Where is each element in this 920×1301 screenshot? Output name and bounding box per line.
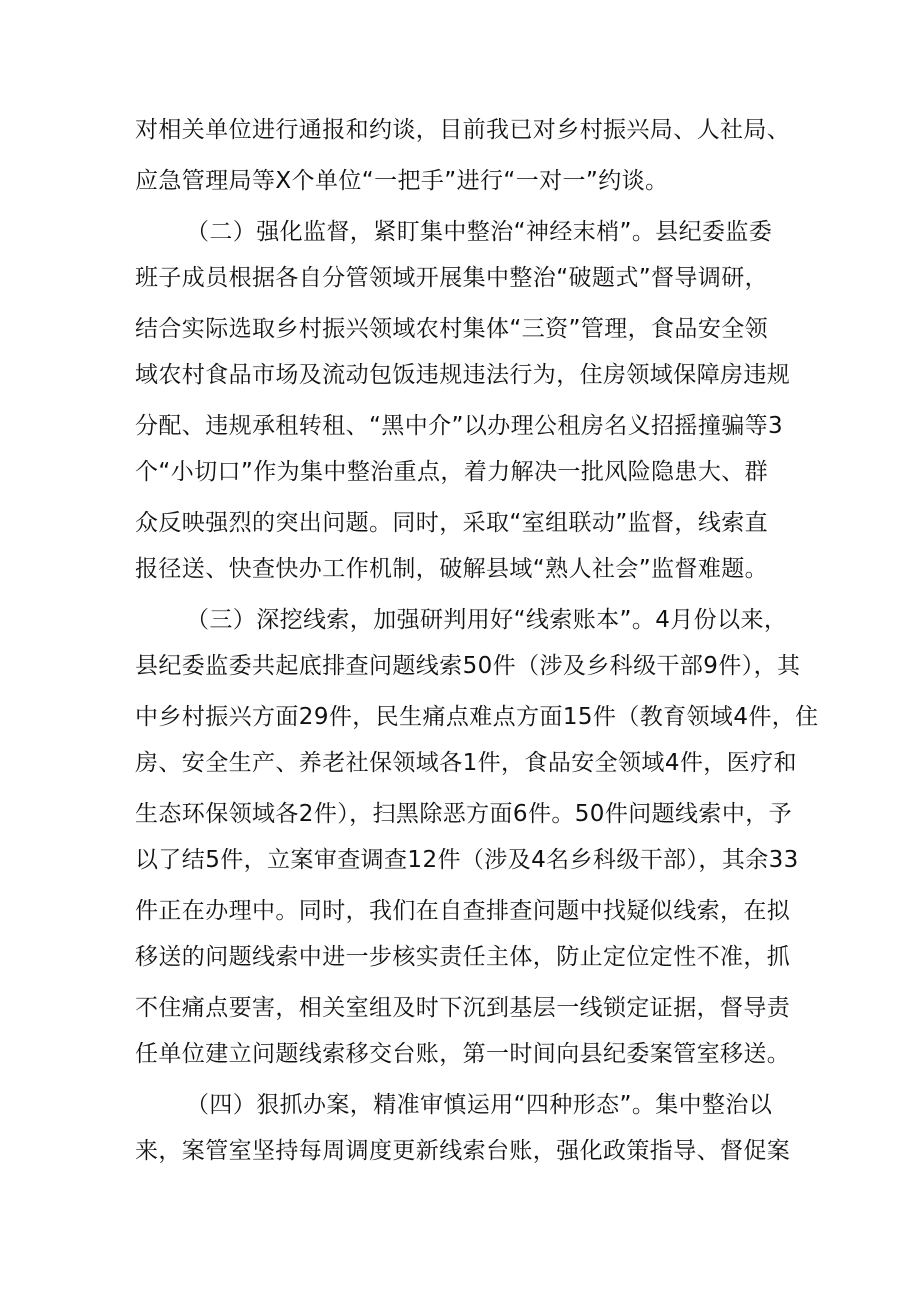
text-line: 结合实际选取乡村振兴领域农村集体“三资”管理，食品安全领 bbox=[135, 316, 769, 342]
text-line: 对相关单位进行通报和约谈，目前我已对乡村振兴局、人社局、 bbox=[135, 117, 791, 143]
text-line: 众反映强烈的突出问题。同时，采取“室组联动”监督，线索直 bbox=[135, 510, 769, 536]
text-line: 域农村食品市场及流动包饭违规违法行为，住房领域保障房违规 bbox=[135, 362, 791, 388]
section-heading-line: （四）狠抓办案，精准审慎运用“四种形态”。集中整治以 bbox=[186, 1092, 773, 1118]
section-heading-line: （二）强化监督，紧盯集中整治“神经末梢”。县纪委监委 bbox=[186, 219, 773, 245]
text-line: 中乡村振兴方面29件，民生痛点难点方面15件（教育领域4件，住 bbox=[135, 704, 819, 730]
text-line: 报径送、快查快办工作机制，破解县域“熟人社会”监督难题。 bbox=[135, 556, 769, 582]
text-line: 移送的问题线索中进一步核实责任主体，防止定位定性不准，抓 bbox=[135, 944, 791, 970]
text-line: 房、安全生产、养老社保领域各1件，食品安全领域4件，医疗和 bbox=[135, 750, 797, 776]
text-line: 县纪委监委共起底排查问题线索50件（涉及乡科级干部9件），其 bbox=[135, 653, 801, 679]
text-line: 以了结5件，立案审查调查12件（涉及4名乡科级干部），其余33 bbox=[135, 847, 799, 873]
text-line: 任单位建立问题线索移交台账，第一时间向县纪委案管室移送。 bbox=[135, 1041, 791, 1067]
text-line: 件正在办理中。同时，我们在自查排查问题中找疑似线索，在拟 bbox=[135, 898, 791, 924]
text-line: 生态环保领域各2件），扫黑除恶方面6件。50件问题线索中，予 bbox=[135, 801, 793, 827]
text-line: 分配、违规承租转租、“黑中介”以办理公租房名义招摇撞骗等3 bbox=[135, 413, 784, 439]
text-line: 应急管理局等X个单位“一把手”进行“一对一”约谈。 bbox=[135, 168, 669, 194]
section-heading-line: （三）深挖线索，加强研判用好“线索账本”。4月份以来， bbox=[186, 607, 788, 633]
text-line: 班子成员根据各自分管领域开展集中整治“破题式”督导调研， bbox=[135, 265, 769, 291]
text-line: 来，案管室坚持每周调度更新线索台账，强化政策指导、督促案 bbox=[135, 1138, 791, 1164]
text-line: 不住痛点要害，相关室组及时下沉到基层一线锁定证据，督导责 bbox=[135, 995, 791, 1021]
text-line: 个“小切口”作为集中整治重点，着力解决一批风险隐患大、群 bbox=[135, 459, 769, 485]
